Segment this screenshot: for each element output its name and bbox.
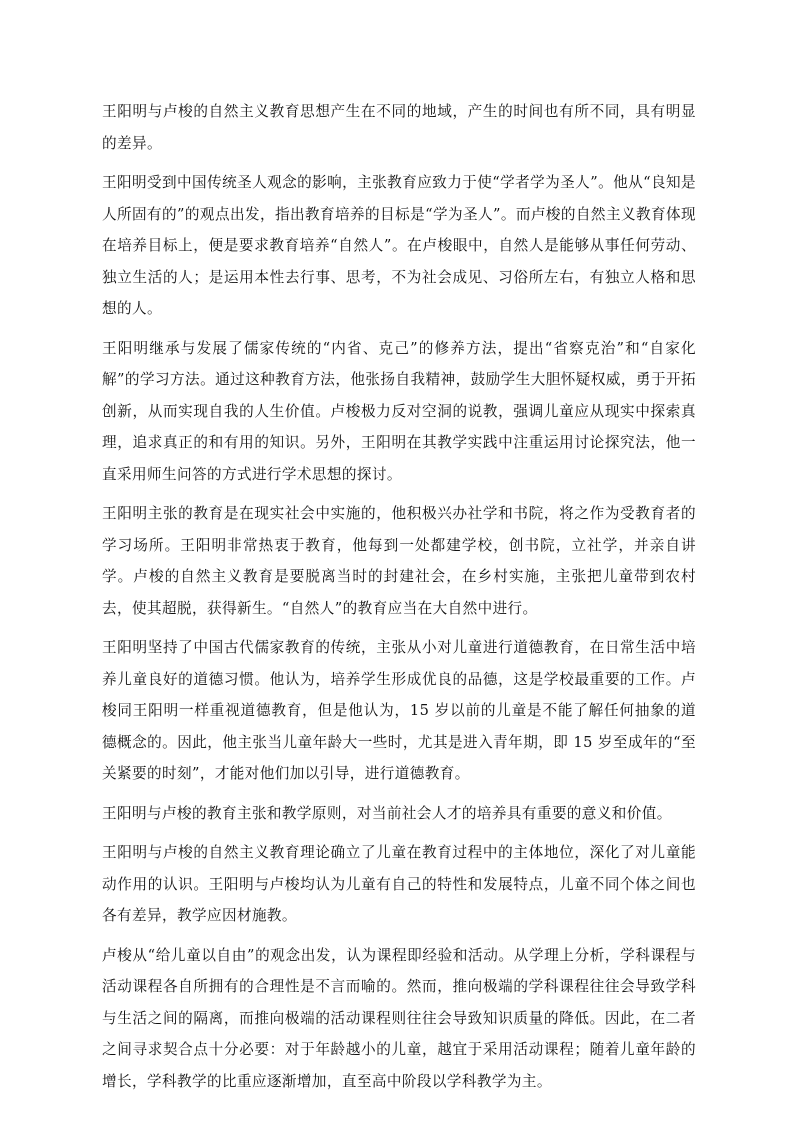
paragraph-4: 王阳明主张的教育是在现实社会中实施的，他积极兴办社学和书院，将之作为受教育者的学习场所。王阳明非常热衷于教育，他每到一处都建学校，创书院，立社学，并亲自讲学。卢梭的自然主义教育是要脱离当时的封建社会，在乡村实施，主张把儿童带到农村去，使其超脱，获得新生。“自然人”的教育应当在大自然中进行。 <box>102 505 696 617</box>
paragraph-2: 王阳明受到中国传统圣人观念的影响，主张教育应致力于使“学者学为圣人”。他从“良知是人所固有的”的观点出发，指出教育培养的目标是“学为圣人”。而卢梭的自然主义教育体现在培养目标上，便是要求教育培养“自然人”。在卢梭眼中，自然人是能够从事任何劳动、独立生活的人；是运用本性去行事、思考，不为社会成见、习俗所左右，有独立人格和思想的人。 <box>102 174 696 317</box>
paragraph-1: 王阳明与卢梭的自然主义教育思想产生在不同的地域，产生的时间也有所不同，具有明显的差异。 <box>102 103 696 152</box>
paragraph-3: 王阳明继承与发展了儒家传统的“内省、克己”的修养方法，提出“省察克治”和“自家化解”的学习方法。通过这种教育方法，他张扬自我精神，鼓励学生大胆怀疑权威，勇于开拓创新，从而实现自我的人生价值。卢梭极力反对空洞的说教，强调儿童应从现实中探索真理，追求真正的和有用的知识。另外，王阳明在其教学实践中注重运用讨论探究法，他一直采用师生问答的方式进行学术思想的探讨。 <box>102 339 696 483</box>
document-body <box>102 96 696 1105</box>
paragraph-7: 王阳明与卢梭的自然主义教育理论确立了儿童在教育过程中的主体地位，深化了对儿童能动作用的认识。王阳明与卢梭均认为儿童有自己的特性和发展特点，儿童不同个体之间也各有差异，教学应因材施教。 <box>102 844 696 924</box>
paragraph-6: 王阳明与卢梭的教育主张和教学原则，对当前社会人才的培养具有重要的意义和价值。 <box>102 804 672 822</box>
paragraph-8: 卢梭从“给儿童以自由”的观念出发，认为课程即经验和活动。从学理上分析，学科课程与活动课程各自所拥有的合理性是不言而喻的。然而，推向极端的学科课程往往会导致学科与生活之间的隔离，而推向极端的活动课程则往往会导致知识质量的降低。因此，在二者之间寻求契合点十分必要：对于年龄越小的儿童，越宜于采用活动课程；随着儿童年龄的增长，学科教学的比重应逐渐增加，直至高中阶段以学科教学为主。 <box>102 946 696 1090</box>
paragraph-5: 王阳明坚持了中国古代儒家教育的传统，主张从小对儿童进行道德教育，在日常生活中培养儿童良好的道德习惯。他认为，培养学生形成优良的品德，这是学校最重要的工作。卢梭同王阳明一样重视道德教育，但是他认为，15 岁以前的儿童是不能了解任何抽象的道德概念的。因此，他主张当儿童年龄大一些时，尤其是进入青年期，即 15 岁至成年的“至关紧要的时刻”，才能对他们加以引导，进行道德教育。 <box>102 639 696 782</box>
